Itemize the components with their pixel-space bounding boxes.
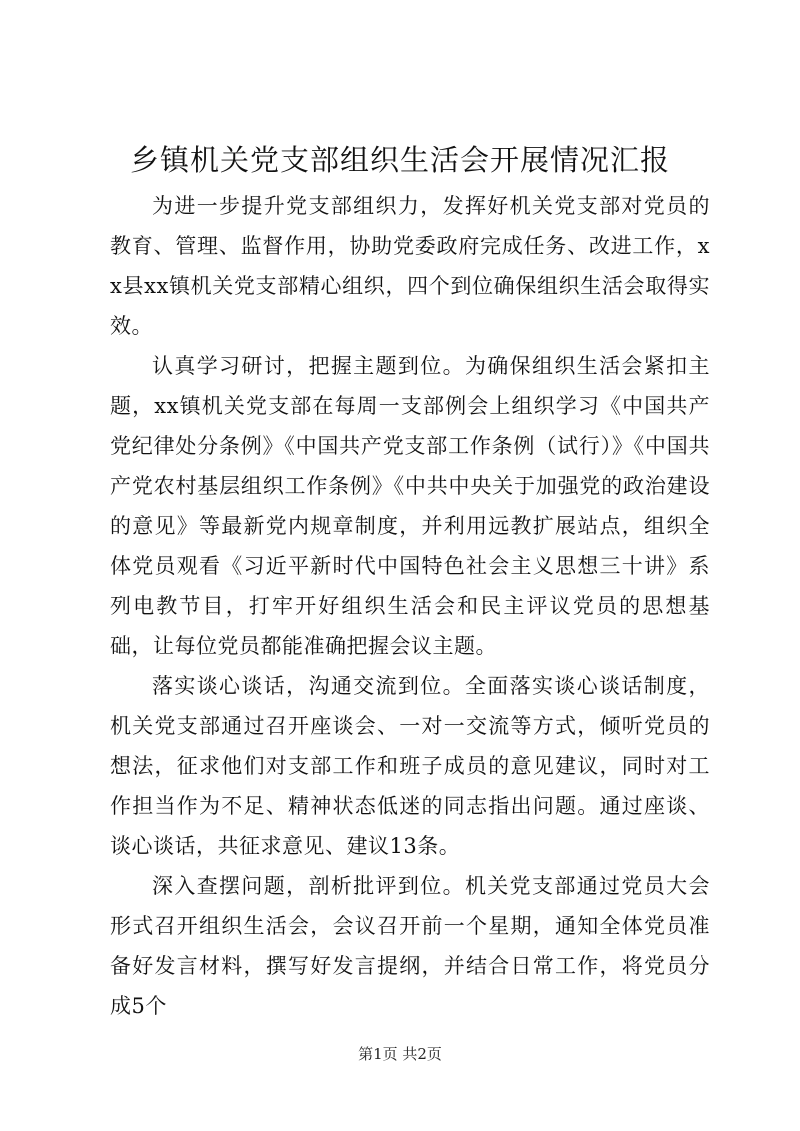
paragraph-problems: 深入查摆问题，剖析批评到位。机关党支部通过党员大会形式召开组织生活会，会议召开前一个星期，通知全体党员准备好发言材料，撰写好发言提纲，并结合日常工作，将党员分成5个 [110,874,710,1018]
document-body [110,186,710,1026]
paragraph-talks: 落实谈心谈话，沟通交流到位。全面落实谈心谈话制度，机关党支部通过召开座谈会、一对一交流等方式，倾听党员的想法，征求他们对支部工作和班子成员的意见建议，同时对工作担当作为不足、精神状态低迷的同志指出问题。通过座谈、谈心谈话，共征求意见、建议13条。 [110,674,710,858]
paragraph-study: 认真学习研讨，把握主题到位。为确保组织生活会紧扣主题，xx镇机关党支部在每周一支部例会上组织学习《中国共产党纪律处分条例》《中国共产党支部工作条例（试行）》《中国共产党农村基层组织工作条例》《中共中央关于加强党的政治建设的意见》等最新党内规章制度，并利用远教扩展站点，组织全体党员观看《习近平新时代中国特色社会主义思想三十讲》系列电教节目，打牢开好组织生活会和民主评议党员的思想基础，让每位党员都能准确把握会议主题。 [110,354,710,658]
paragraph-intro: 为进一步提升党支部组织力，发挥好机关党支部对党员的教育、管理、监督作用，协助党委政府完成任务、改进工作，xx县xx镇机关党支部精心组织，四个到位确保组织生活会取得实效。 [110,194,710,338]
document-title: 乡镇机关党支部组织生活会开展情况汇报 [129,143,670,177]
page-footer: 第1页 共2页 [358,1045,442,1063]
